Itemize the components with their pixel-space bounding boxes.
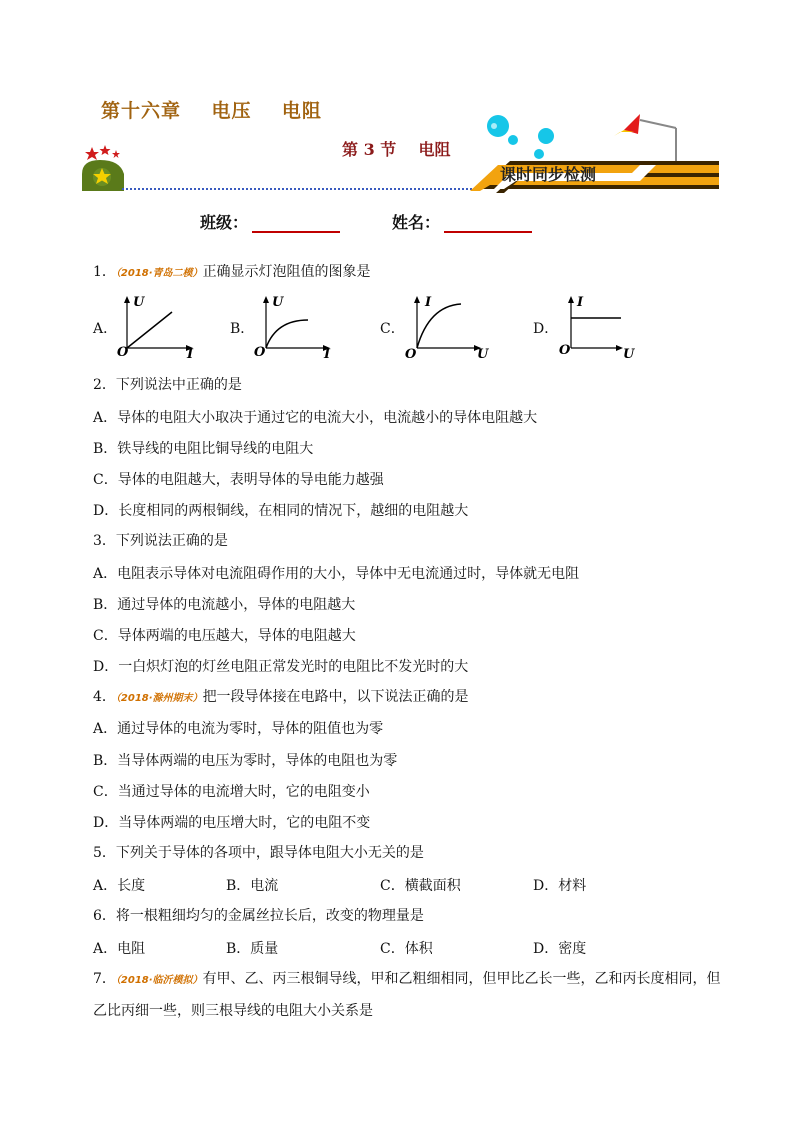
class-field [200,210,340,233]
graph-b [252,292,342,360]
graph-b-label: B． [230,321,255,337]
q4-option-b: B．当导体两端的电压为零时，导体的电阻也为零 [93,753,398,769]
question-1 [93,262,371,284]
class-blank[interactable] [252,215,340,233]
question-number: 2． [93,377,116,393]
question-number: 3． [93,533,116,549]
question-number: 5． [93,845,116,861]
q3-option-a: A．电阻表示导体对电流阻碍作用的大小，导体中无电流通过时，导体就无电阻 [93,566,580,582]
question-3 [93,531,228,551]
q3-option-d: D．一白炽灯泡的灯丝电阻正常发光时的电阻比不发光时的大 [93,659,469,675]
question-text: 把一段导体接在电路中，以下说法正确的是 [202,689,469,705]
q2-option-a: A．导体的电阻大小取决于通过它的电流大小，电流越小的导体电阻越大 [93,410,538,426]
question-text: 将一根粗细均匀的金属丝拉长后，改变的物理量是 [115,908,424,924]
question-number: 1． [93,264,116,280]
q5-option-c: C．横截面积 [380,878,461,894]
graph-a-y-axis: U [133,295,145,310]
graph-c-origin: O [405,347,417,362]
question-text: 下列说法正确的是 [115,533,228,549]
header-divider [122,188,480,190]
name-blank[interactable] [444,215,532,233]
graph-b-y-axis: U [272,295,284,310]
q2-option-c: C．导体的电阻越大，表明导体的导电能力越强 [93,472,384,488]
q2-option-d: D．长度相同的两根铜线，在相同的情况下，越细的电阻越大 [93,503,469,519]
graph-d-origin: O [559,343,571,358]
q4-option-d: D．当导体两端的电压增大时，它的电阻不变 [93,815,371,831]
q3-option-b: B．通过导体的电流越小，导体的电阻越大 [93,597,356,613]
question-source: （2018·青岛二模） [115,268,203,279]
question-5 [93,843,424,863]
graph-c-x-axis: U [477,347,489,362]
question-number: 7． [93,971,116,987]
question-source: （2018·临沂模拟） [115,975,203,986]
class-label: 班级： [200,213,249,232]
question-text: 下列关于导体的各项中，跟导体电阻大小无关的是 [115,845,424,861]
q4-option-a: A．通过导体的电流为零时，导体的阻值也为零 [93,721,384,737]
chapter-title: 第十六章 电压 电阻 [101,100,322,122]
q6-option-c: C．体积 [380,941,433,957]
graph-d-y-axis: I [577,295,584,310]
graph-a-x-axis: I [187,347,194,360]
name-field [392,210,532,233]
name-label: 姓名： [392,213,441,232]
section-title: 第 3 节 电阻 [342,140,451,159]
graph-b-x-axis: I [324,347,331,360]
question-text: 有甲、乙、丙三根铜导线，甲和乙粗细相同，但甲比乙长一些，乙和丙长度相同，但 [202,971,721,987]
q5-option-b: B．电流 [226,878,279,894]
question-2 [93,375,242,395]
graph-c [403,292,493,362]
question-7 [93,969,721,991]
graph-b-origin: O [254,345,266,360]
graph-d [557,292,643,360]
graph-a [113,292,203,360]
question-text: 正确显示灯泡阻值的图象是 [202,264,371,280]
question-source: （2018·滁州期末） [115,693,203,704]
q2-option-b: B．铁导线的电阻比铜导线的电阻大 [93,441,314,457]
q5-option-d: D．材料 [533,878,587,894]
question-number: 4． [93,689,116,705]
question-text: 下列说法中正确的是 [115,377,242,393]
q6-option-a: A．电阻 [93,941,146,957]
q6-option-b: B．质量 [226,941,279,957]
question-4 [93,687,469,709]
graph-d-x-axis: U [623,347,635,360]
question-number: 6． [93,908,116,924]
question-6 [93,906,424,926]
q3-option-c: C．导体两端的电压越大，导体的电阻越大 [93,628,356,644]
graph-c-y-axis: I [425,295,432,310]
q4-option-c: C．当通过导体的电流增大时，它的电阻变小 [93,784,370,800]
graph-d-label: D． [533,321,559,337]
star-badge-icon [80,144,130,192]
q5-option-a: A．长度 [93,878,146,894]
q7-text-continued: 乙比丙细一些，则三根导线的电阻大小关系是 [93,1003,373,1019]
graph-a-label: A． [93,321,118,337]
graph-a-origin: O [117,345,129,360]
graph-c-label: C． [380,321,405,337]
q6-option-d: D．密度 [533,941,587,957]
banner-label: 课时同步检测 [500,165,597,184]
